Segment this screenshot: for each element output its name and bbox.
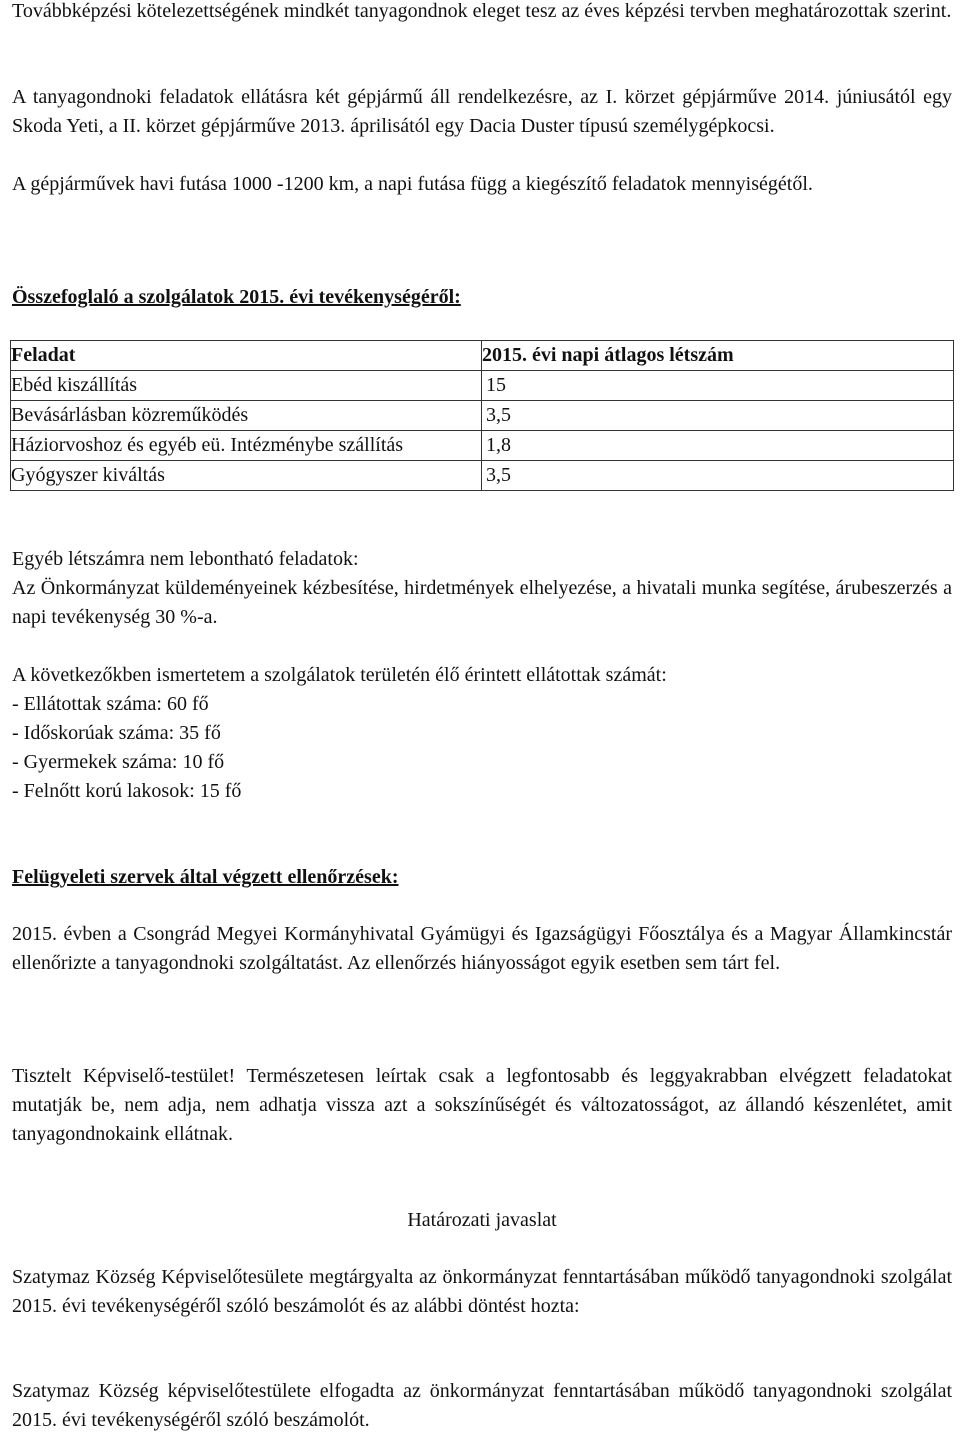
table-header-task: Feladat <box>11 341 482 371</box>
table-cell-task: Bevásárlásban közreműködés <box>11 401 482 431</box>
table-cell-value: 1,8 <box>482 431 954 461</box>
table-cell-value: 3,5 <box>482 401 954 431</box>
table-cell-task: Ebéd kiszállítás <box>11 371 482 401</box>
table-row <box>11 431 954 461</box>
list-item: - Időskorúak száma: 35 fő <box>12 722 221 744</box>
table-header-headcount: 2015. évi napi átlagos létszám <box>482 341 954 371</box>
paragraph-vehicles: A tanyagondnoki feladatok ellátásra két gépjármű áll rendelkezésre, az I. körzet gépjárműve 2014. júniusától egy Skoda Yeti, a II. körzet gépjárműve 2013. áprilisától egy Dacia Duster típusú személygépkocsi. <box>12 86 952 137</box>
table-header-row <box>11 341 954 371</box>
resolution-paragraph-1: Szatymaz Község Képviselőtesülete megtárgyalta az önkormányzat fenntartásában működő tanyagondnoki szolgálat 2015. évi tevékenységéről szóló beszámolót és az alábbi döntést hozta: <box>12 1266 952 1317</box>
resolution-paragraph-2: Szatymaz Község képviselőtestülete elfogadta az önkormányzat fenntartásában működő tanyagondnoki szolgálat 2015. évi tevékenységéről szóló beszámolót. <box>12 1380 952 1431</box>
recipients-intro: A következőkben ismertetem a szolgálatok területén élő érintett ellátottak számát: <box>12 664 667 686</box>
other-tasks-text: Az Önkormányzat küldeményeinek kézbesítése, hirdetmények elhelyezése, a hivatali munka segítése, árubeszerzés a napi tevékenység 30 %-a. <box>12 577 952 628</box>
inspection-text: 2015. évben a Csongrád Megyei Kormányhivatal Gyámügyi és Igazságügyi Főosztálya és a Magyar Államkincstár ellenőrizte a tanyagondnoki szolgáltatást. Az ellenőrzés hiányosságot egyik esetben sem tárt fel. <box>12 923 952 974</box>
other-tasks-title: Egyéb létszámra nem lebontható feladatok: <box>12 548 359 570</box>
services-table <box>10 340 954 491</box>
table-cell-value: 15 <box>482 371 954 401</box>
resolution-title: Határozati javaslat <box>407 1209 557 1231</box>
inspection-heading: Felügyeleti szervek által végzett ellenőrzések: <box>12 866 399 888</box>
table-row <box>11 461 954 491</box>
summary-heading: Összefoglaló a szolgálatok 2015. évi tevékenységéről: <box>12 286 461 308</box>
paragraph-mileage: A gépjárművek havi futása 1000 -1200 km, a napi futása függ a kiegészítő feladatok mennyiségétől. <box>12 173 813 195</box>
table-row <box>11 371 954 401</box>
table-cell-value: 3,5 <box>482 461 954 491</box>
table-cell-task: Háziorvoshoz és egyéb eü. Intézménybe szállítás <box>11 431 482 461</box>
closing-paragraph: Tisztelt Képviselő-testület! Természetesen leírtak csak a legfontosabb és leggyakrabban elvégzett feladatokat mutatják be, nem adja, nem adhatja vissza azt a sokszínűségét és változatosságot, az állandó készenlétet, amit tanyagondnokaink ellátnak. <box>12 1065 952 1145</box>
table-cell-task: Gyógyszer kiváltás <box>11 461 482 491</box>
list-item: - Ellátottak száma: 60 fő <box>12 693 209 715</box>
list-item: - Gyermekek száma: 10 fő <box>12 751 225 773</box>
list-item: - Felnőtt korú lakosok: 15 fő <box>12 780 242 802</box>
table-row <box>11 401 954 431</box>
recipients-list <box>12 690 952 806</box>
paragraph-training: Továbbképzési kötelezettségének mindkét tanyagondnok eleget tesz az éves képzési tervben meghatározottak szerint. <box>12 0 952 22</box>
